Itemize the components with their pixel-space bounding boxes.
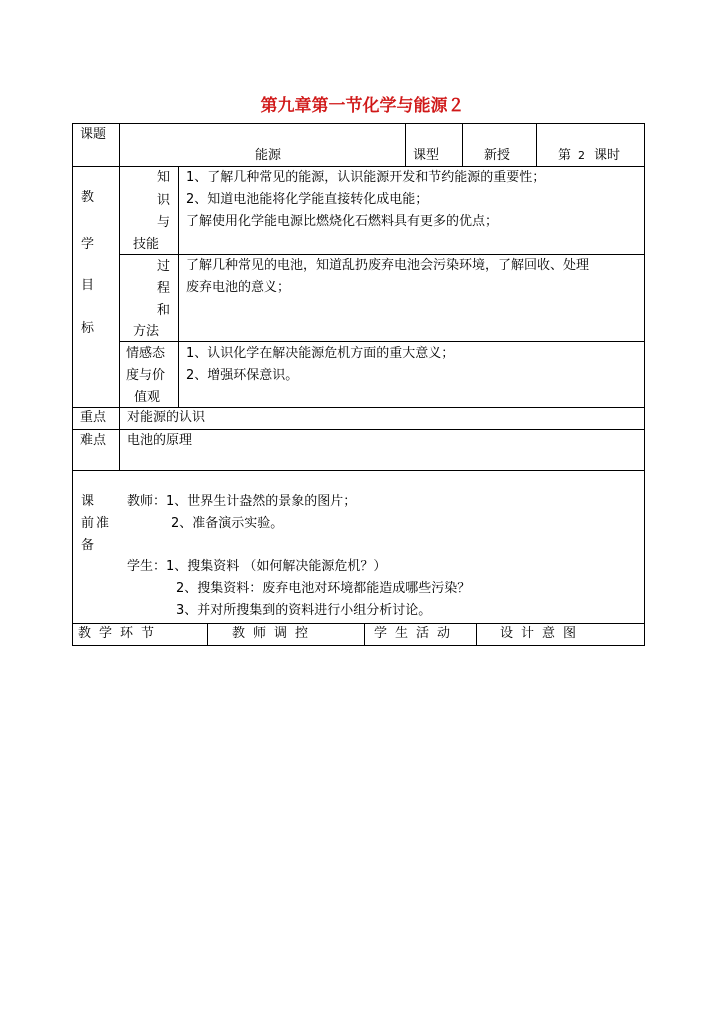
key-point-value: 对能源的认识 <box>127 410 206 425</box>
period-suffix: 课时 <box>594 148 621 163</box>
knowledge-label-1: 知 <box>157 170 171 185</box>
process-label-3: 和 <box>157 303 171 318</box>
footer-header-design-intent: 设计意图 <box>500 626 585 641</box>
process-label-2: 程 <box>157 281 171 296</box>
document-title: 第九章第一节化学与能源２ <box>260 96 465 116</box>
student-prep-line-1: 学生：1、搜集资料 （如何解决能源危机？） <box>127 559 387 574</box>
process-line-2: 废弃电池的意义； <box>186 280 291 295</box>
process-line-1: 了解几种常见的电池，知道乱扔废弃电池会污染环境，了解回收、处理 <box>186 258 590 273</box>
objectives-label-4: 标 <box>81 321 95 336</box>
footer-header-student-activity: 学生活动 <box>374 626 459 641</box>
difficulty-label: 难点 <box>80 433 107 448</box>
preparation-label-1: 课 <box>81 494 95 509</box>
topic-label: 课题 <box>80 127 107 142</box>
knowledge-label-3: 与 <box>157 215 171 230</box>
key-point-label: 重点 <box>80 410 107 425</box>
type-label: 课型 <box>413 148 440 163</box>
period-prefix: 第 <box>558 148 572 163</box>
knowledge-label-2: 识 <box>157 193 171 208</box>
preparation-label-3: 准 <box>96 516 110 531</box>
student-prep-line-2: 2、搜集资料：废弃电池对环境都能造成哪些污染？ <box>176 581 471 596</box>
difficulty-value: 电池的原理 <box>127 433 193 448</box>
type-value: 新授 <box>484 148 511 163</box>
period-number: 2 <box>578 149 585 162</box>
preparation-label-2: 前 <box>81 516 95 531</box>
emotion-label-1: 情感态 <box>126 346 166 361</box>
teacher-prep-line-2: 2、准备演示实验。 <box>171 516 284 531</box>
objectives-label-1: 教 <box>81 190 95 205</box>
objectives-label-2: 学 <box>81 237 95 252</box>
topic-value: 能源 <box>255 148 282 163</box>
process-label-1: 过 <box>157 259 171 274</box>
emotion-line-2: 2、增强环保意识。 <box>186 368 299 383</box>
objectives-label-3: 目 <box>81 278 95 293</box>
emotion-line-1: 1、认识化学在解决能源危机方面的重大意义； <box>186 346 455 361</box>
knowledge-line-3: 了解使用化学能电源比燃烧化石燃料具有更多的优点； <box>186 214 499 229</box>
knowledge-label-4: 技能 <box>133 237 160 252</box>
student-prep-line-3: 3、并对所搜集到的资料进行小组分析讨论。 <box>176 603 432 618</box>
footer-header-teaching-stage: 教学环节 <box>78 626 163 641</box>
knowledge-line-2: 2、知道电池能将化学能直接转化成电能； <box>186 192 429 207</box>
emotion-label-2: 度与价 <box>126 368 166 383</box>
preparation-label-4: 备 <box>81 538 95 553</box>
footer-header-teacher-control: 教师调控 <box>232 626 317 641</box>
process-label-4: 方法 <box>133 324 160 339</box>
emotion-label-3: 值观 <box>134 390 161 405</box>
knowledge-line-1: 1、了解几种常见的能源，认识能源开发和节约能源的重要性； <box>186 170 546 185</box>
teacher-prep-line-1: 教师：1、世界生计盎然的景象的图片； <box>127 494 357 509</box>
